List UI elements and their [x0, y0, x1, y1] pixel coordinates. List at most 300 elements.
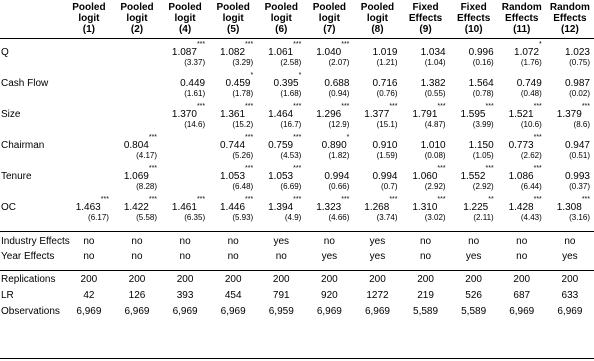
stats-row: [0, 303, 594, 319]
significance-stars: ***: [581, 103, 590, 110]
table-cell: [402, 101, 450, 120]
coefficient-row: [0, 163, 594, 182]
coefficient-row: [0, 101, 594, 120]
coefficient-value: 1.521: [508, 109, 534, 120]
stats-value: 200: [450, 271, 498, 288]
significance-stars: ***: [245, 103, 254, 110]
coefficient-value: 1.422: [123, 202, 149, 213]
coefficient-value: 1.310: [412, 202, 438, 213]
column-header-line: (10): [464, 24, 483, 35]
table-cell: [209, 132, 257, 151]
test-statistic-value: (0.66): [328, 182, 350, 191]
table-cell: [209, 39, 257, 59]
test-statistic-value: (0.78): [472, 89, 494, 98]
coefficient-row: [0, 39, 594, 59]
significance-stars: *: [539, 41, 542, 48]
stats-value: 6,969: [220, 305, 246, 317]
table-cell: [257, 132, 305, 151]
coefficient-value: 1.086: [508, 171, 534, 182]
coefficient-value: 0.688: [324, 78, 350, 89]
table-cell: [402, 132, 450, 151]
coefficient-value: 1.370: [171, 109, 197, 120]
table-cell: [161, 194, 209, 213]
coefficient-value: 0.994: [324, 171, 350, 182]
test-statistic-value: (4.87): [424, 120, 446, 129]
coefficient-value: 0.910: [372, 140, 398, 151]
significance-stars: ***: [341, 41, 350, 48]
significance-stars: ***: [148, 134, 158, 141]
table-cell: [450, 132, 498, 151]
significance-stars: ***: [533, 165, 542, 172]
test-statistic-value: [65, 151, 113, 163]
stats-value: 200: [113, 271, 161, 288]
significance-stars: *: [298, 72, 302, 79]
table-cell: [353, 39, 401, 59]
stats-value: 219: [417, 289, 434, 301]
column-header-line: logit: [174, 13, 196, 24]
table-cell: [402, 70, 450, 89]
table-cell: [546, 101, 594, 120]
coefficient-value: 1.010: [420, 140, 446, 151]
test-statistic-value: (16.7): [280, 120, 302, 129]
table-cell: [546, 70, 594, 89]
stats-value: 791: [272, 289, 290, 301]
table-cell: [257, 70, 305, 89]
effects-value: yes: [369, 251, 386, 262]
table-cell: [450, 163, 498, 182]
column-header-line: logit: [270, 13, 292, 24]
significance-stars: *: [346, 134, 350, 141]
column-header: [498, 2, 546, 39]
test-statistic-value: (10.6): [520, 120, 542, 129]
coefficient-row: [0, 132, 594, 151]
stats-value: 6,969: [364, 305, 390, 317]
column-header-line: (5): [227, 24, 240, 35]
table-cell: [161, 163, 209, 182]
coefficient-value: 1.394: [268, 202, 294, 213]
table-cell: [161, 101, 209, 120]
statistic-row: [0, 182, 594, 194]
table-cell: [353, 163, 401, 182]
coefficient-value: 1.564: [468, 78, 494, 89]
column-header-line: (2): [130, 24, 144, 35]
test-statistic-value: (0.08): [424, 151, 446, 160]
coefficient-value: 0.759: [268, 140, 294, 151]
table-cell: [450, 101, 498, 120]
column-header: [257, 2, 305, 39]
test-statistic-value: [113, 120, 161, 132]
coefficient-value: 1.464: [268, 109, 294, 120]
effects-value: no: [131, 251, 143, 262]
coefficient-value: 1.428: [508, 202, 534, 213]
test-statistic-value: (2.07): [328, 58, 350, 67]
table-cell: [498, 132, 546, 151]
stats-row: [0, 271, 594, 288]
stats-value: 200: [498, 271, 546, 288]
table-cell: [113, 194, 161, 213]
significance-stars: ***: [196, 196, 206, 203]
table-cell: [402, 39, 450, 59]
effects-value: no: [419, 251, 432, 262]
significance-stars: ***: [533, 134, 542, 141]
test-statistic-value: (1.05): [472, 151, 494, 160]
table-cell: [498, 163, 546, 182]
test-statistic-value: (14.6): [184, 120, 206, 129]
coefficient-value: 1.296: [316, 109, 342, 120]
table-cell: [161, 70, 209, 89]
stats-value: 6,969: [172, 305, 198, 317]
coefficient-value: 0.459: [225, 78, 251, 89]
stats-value: 200: [546, 271, 594, 288]
column-header-line: Random: [549, 2, 590, 13]
significance-stars: ***: [293, 134, 302, 141]
row-label: Tenure: [1, 171, 32, 182]
test-statistic-value: (4.9): [284, 213, 302, 222]
coefficient-value: 1.040: [316, 47, 342, 58]
test-statistic-value: [65, 120, 113, 132]
column-header-line: logit: [318, 13, 340, 24]
stats-value: 200: [353, 271, 401, 288]
test-statistic-value: (5.26): [232, 151, 254, 160]
coefficient-value: 1.308: [556, 202, 582, 213]
stats-value: 6,969: [557, 305, 583, 317]
test-statistic-value: (0.76): [376, 89, 398, 98]
test-statistic-value: (1.76): [520, 58, 542, 67]
stats-row: [0, 287, 594, 303]
effects-value: yes: [257, 232, 305, 250]
column-header-line: Pooled: [360, 2, 395, 13]
significance-stars: ***: [196, 41, 206, 48]
header-stub: [0, 2, 65, 39]
stats-value: 5,589: [413, 305, 439, 317]
test-statistic-value: (5.93): [232, 213, 254, 222]
column-header-line: Pooled: [120, 2, 154, 13]
coefficient-value: 1.072: [514, 47, 540, 58]
stats-value: 200: [257, 271, 305, 288]
row-label-blank: [0, 182, 65, 194]
table-cell: [402, 194, 450, 213]
coefficient-value: 1.082: [220, 47, 246, 58]
row-label: OC: [1, 202, 16, 213]
coefficient-value: 0.947: [564, 140, 590, 151]
test-statistic-value: [113, 89, 161, 101]
effects-row: [0, 232, 594, 250]
stats-value: 687: [513, 289, 531, 301]
test-statistic-value: (1.59): [376, 151, 398, 160]
coefficient-value: 1.382: [420, 78, 446, 89]
coefficient-value: 0.993: [564, 171, 590, 182]
coefficient-value: 1.034: [420, 47, 446, 58]
effects-value: yes: [562, 251, 578, 262]
coefficient-value: 1.061: [268, 47, 294, 58]
table-cell: [305, 132, 353, 151]
row-label: LR: [1, 289, 14, 301]
column-header-line: (12): [560, 24, 579, 35]
statistic-row: [0, 58, 594, 70]
stats-value: 6,969: [76, 305, 102, 317]
table-cell: [113, 70, 161, 89]
coefficient-value: 1.361: [220, 109, 246, 120]
test-statistic-value: (6.17): [88, 213, 109, 222]
column-header: [450, 2, 498, 39]
table-cell: [161, 132, 209, 151]
stats-value: 200: [402, 271, 450, 288]
test-statistic-value: (0.94): [328, 89, 350, 98]
test-statistic-value: (0.7): [381, 182, 398, 191]
coefficient-value: 1.268: [364, 202, 390, 213]
significance-stars: ***: [196, 103, 206, 110]
table-cell: [65, 39, 113, 59]
test-statistic-value: (6.48): [232, 182, 254, 191]
statistic-row: [0, 151, 594, 163]
table-cell: [305, 194, 353, 213]
coefficient-value: 1.053: [268, 171, 294, 182]
stats-value: 6,959: [268, 305, 294, 317]
coefficient-value: 1.019: [372, 47, 398, 58]
stats-value: 200: [161, 271, 209, 288]
table-cell: [209, 101, 257, 120]
table-cell: [450, 39, 498, 59]
row-label: Size: [1, 109, 21, 120]
test-statistic-value: [65, 89, 113, 101]
significance-stars: ***: [437, 103, 446, 110]
significance-stars: ***: [245, 41, 254, 48]
test-statistic-value: (2.92): [424, 182, 446, 191]
table-cell: [353, 132, 401, 151]
coefficient-value: 1.225: [463, 202, 489, 213]
test-statistic-value: (3.37): [184, 58, 206, 67]
test-statistic-value: [65, 58, 113, 70]
test-statistic-value: (3.02): [424, 213, 446, 222]
stats-value: 1272: [366, 289, 389, 301]
stats-value: 200: [65, 271, 113, 288]
test-statistic-value: (15.2): [232, 120, 254, 129]
table-cell: [161, 39, 209, 59]
significance-stars: ***: [100, 196, 109, 203]
stats-value: 6,969: [316, 305, 342, 317]
stats-value: 393: [176, 289, 194, 301]
column-header: [209, 2, 257, 39]
column-header-line: (8): [371, 24, 384, 35]
significance-stars: ***: [533, 196, 542, 203]
stats-value: 526: [465, 289, 482, 301]
coefficient-value: 1.053: [220, 171, 246, 182]
column-header: [161, 2, 209, 39]
table-cell: [209, 163, 257, 182]
table-cell: [546, 132, 594, 151]
stats-value: 42: [83, 289, 95, 301]
column-header-line: Pooled: [312, 2, 347, 13]
effects-value: yes: [353, 232, 401, 250]
significance-stars: **: [488, 196, 494, 203]
significance-stars: ***: [389, 196, 398, 203]
table-cell: [305, 101, 353, 120]
table-cell: [353, 70, 401, 89]
table-cell: [209, 194, 257, 213]
column-header-line: (11): [513, 24, 531, 35]
coefficient-value: 1.087: [171, 47, 197, 58]
significance-stars: ***: [245, 196, 254, 203]
test-statistic-value: (4.66): [328, 213, 350, 222]
table-cell: [402, 163, 450, 182]
significance-stars: ***: [293, 41, 302, 48]
column-header-line: logit: [366, 13, 388, 24]
table-cell: [546, 163, 594, 182]
test-statistic-value: [113, 58, 161, 70]
effects-value: no: [516, 251, 528, 262]
test-statistic-value: (4.53): [280, 151, 302, 160]
coefficient-value: 0.395: [273, 78, 299, 89]
table-cell: [257, 194, 305, 213]
coefficient-value: 0.744: [220, 140, 246, 151]
coefficient-value: 1.379: [556, 109, 582, 120]
table-cell: [546, 194, 594, 213]
test-statistic-value: (3.74): [376, 213, 398, 222]
table-cell: [209, 70, 257, 89]
coefficient-value: 1.552: [460, 171, 486, 182]
row-label: Chairman: [1, 140, 45, 151]
table-cell: [65, 132, 113, 151]
regression-table: [0, 2, 594, 319]
coefficient-value: 1.060: [412, 171, 438, 182]
table-cell: [353, 194, 401, 213]
stats-value: 633: [561, 289, 579, 301]
row-label-blank: [0, 58, 65, 70]
coefficient-value: 1.377: [364, 109, 390, 120]
column-header: [65, 2, 113, 39]
row-label-blank: [0, 89, 65, 101]
test-statistic-value: [161, 182, 209, 194]
test-statistic-value: (0.02): [569, 89, 590, 98]
row-label: Cash Flow: [1, 78, 49, 89]
column-header-line: Effects: [456, 13, 491, 24]
significance-stars: ***: [485, 103, 494, 110]
column-header-line: logit: [222, 13, 244, 24]
table-cell: [65, 163, 113, 182]
coefficient-value: 1.150: [468, 140, 494, 151]
coefficient-value: 1.069: [123, 171, 149, 182]
coefficient-value: 0.890: [321, 140, 347, 151]
row-label-blank: [0, 213, 65, 225]
test-statistic-value: (1.78): [232, 89, 254, 98]
row-label-blank: [0, 151, 65, 163]
statistic-row: [0, 120, 594, 132]
row-label: Year Effects: [1, 251, 55, 262]
coefficient-row: [0, 70, 594, 89]
table-cell: [65, 101, 113, 120]
coefficient-value: 0.773: [508, 140, 534, 151]
test-statistic-value: (5.58): [136, 213, 158, 222]
effects-value: yes: [321, 251, 338, 262]
column-header-line: (4): [178, 24, 192, 35]
header-row: [0, 2, 594, 39]
column-header: [113, 2, 161, 39]
significance-stars: ***: [533, 103, 542, 110]
table-cell: [305, 70, 353, 89]
coefficient-value: 1.323: [316, 202, 342, 213]
table-cell: [305, 39, 353, 59]
significance-stars: ***: [293, 165, 302, 172]
bottom-rule: [0, 358, 594, 359]
test-statistic-value: (0.75): [569, 58, 590, 67]
effects-value: no: [161, 232, 209, 250]
column-header: [546, 2, 594, 39]
table-cell: [65, 70, 113, 89]
test-statistic-value: (2.11): [473, 213, 494, 222]
significance-stars: ***: [293, 103, 302, 110]
column-header-line: Random: [501, 2, 542, 13]
stats-value: 454: [224, 289, 242, 301]
significance-stars: *: [250, 72, 254, 79]
test-statistic-value: (6.35): [184, 213, 206, 222]
significance-stars: ***: [245, 165, 254, 172]
test-statistic-value: [161, 151, 209, 163]
significance-stars: ***: [341, 103, 350, 110]
coefficient-row: [0, 194, 594, 213]
test-statistic-value: (8.28): [136, 182, 158, 191]
column-header-line: Pooled: [168, 2, 202, 13]
column-header-line: Effects: [408, 13, 443, 24]
coefficient-value: 0.987: [564, 78, 590, 89]
column-header-line: (1): [82, 24, 95, 35]
test-statistic-value: (3.29): [232, 58, 254, 67]
column-header-line: Pooled: [216, 2, 250, 13]
coefficient-value: 1.461: [171, 202, 197, 213]
test-statistic-value: (3.16): [569, 213, 590, 222]
coefficient-value: 1.463: [75, 202, 101, 213]
row-label: Replications: [0, 271, 65, 288]
table-cell: [257, 39, 305, 59]
test-statistic-value: (6.44): [520, 182, 542, 191]
coefficient-value: 1.446: [220, 202, 246, 213]
table-cell: [113, 163, 161, 182]
stats-value: 6,969: [509, 305, 535, 317]
coefficient-value: 0.449: [180, 78, 206, 89]
coefficient-value: 0.994: [372, 171, 398, 182]
effects-value: no: [546, 232, 594, 250]
table-cell: [305, 163, 353, 182]
significance-stars: ***: [293, 196, 302, 203]
table-cell: [353, 101, 401, 120]
table-cell: [498, 70, 546, 89]
significance-stars: ***: [245, 134, 254, 141]
column-header: [305, 2, 353, 39]
test-statistic-value: (1.61): [184, 89, 206, 98]
column-header: [402, 2, 450, 39]
test-statistic-value: (2.92): [472, 182, 494, 191]
effects-value: yes: [465, 251, 482, 262]
test-statistic-value: (4.43): [520, 213, 542, 222]
test-statistic-value: (8.6): [573, 120, 590, 129]
effects-value: no: [179, 251, 191, 262]
significance-stars: ***: [437, 196, 446, 203]
effects-value: no: [65, 232, 113, 250]
test-statistic-value: (6.69): [280, 182, 302, 191]
effects-value: no: [83, 251, 95, 262]
coefficient-value: 0.749: [516, 78, 542, 89]
test-statistic-value: (12.9): [328, 120, 350, 129]
column-header-line: logit: [126, 13, 148, 24]
table-cell: [113, 132, 161, 151]
effects-value: no: [305, 232, 353, 250]
significance-stars: ***: [581, 196, 590, 203]
column-header-line: Fixed: [412, 2, 439, 13]
table-cell: [257, 163, 305, 182]
effects-row: [0, 249, 594, 264]
table-cell: [257, 101, 305, 120]
test-statistic-value: (15.1): [376, 120, 398, 129]
statistic-row: [0, 89, 594, 101]
